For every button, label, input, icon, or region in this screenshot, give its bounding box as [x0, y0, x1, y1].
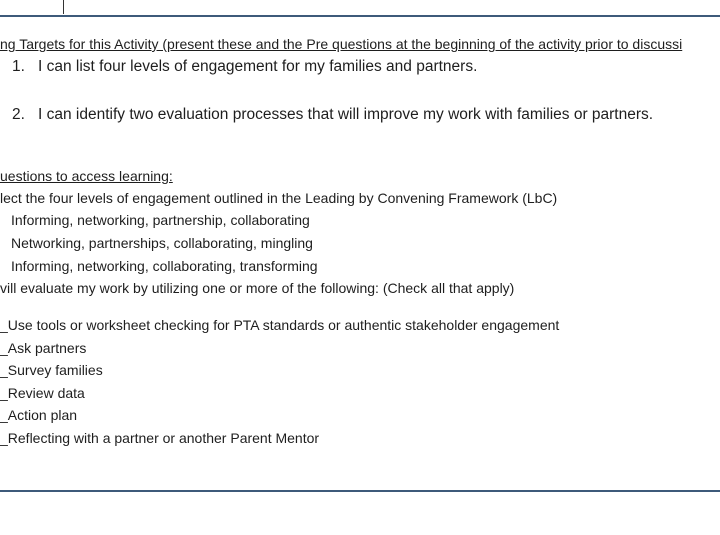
- target-item-1: [0, 57, 720, 77]
- table-cell-border: [63, 0, 64, 14]
- target-item-2: [0, 105, 720, 125]
- targets-heading: ng Targets for this Activity (present these and the Pre questions at the beginning of the activity prior to discussi: [0, 36, 683, 52]
- question-2-option[interactable]: _Ask partners: [0, 340, 87, 356]
- question-1-prompt: lect the four levels of engagement outlined in the Leading by Convening Framework (LbC): [0, 190, 558, 206]
- question-2-option[interactable]: _Survey families: [0, 362, 103, 378]
- question-2-option[interactable]: _Review data: [0, 385, 85, 401]
- target-item-number: 2.: [12, 106, 25, 123]
- question-2-prompt: vill evaluate my work by utilizing one or more of the following: (Check all that apply): [0, 280, 515, 296]
- pre-questions-heading: uestions to access learning:: [0, 168, 173, 184]
- question-1-option[interactable]: Networking, partnerships, collaborating, mingling: [11, 235, 313, 251]
- question-2-option[interactable]: _Reflecting with a partner or another Parent Mentor: [0, 430, 320, 446]
- target-item-text: I can list four levels of engagement for my families and partners.: [38, 58, 478, 75]
- bottom-table-border: [0, 490, 720, 492]
- question-2-option[interactable]: _Use tools or worksheet checking for PTA standards or authentic stakeholder engagement: [0, 317, 560, 333]
- target-item-number: 1.: [12, 58, 25, 75]
- top-table-border: [0, 15, 720, 17]
- target-item-text: I can identify two evaluation processes that will improve my work with families or partners.: [38, 106, 654, 123]
- question-1-option[interactable]: Informing, networking, collaborating, transforming: [11, 258, 318, 274]
- question-2-option[interactable]: _Action plan: [0, 407, 78, 423]
- question-1-option[interactable]: Informing, networking, partnership, collaborating: [11, 212, 310, 228]
